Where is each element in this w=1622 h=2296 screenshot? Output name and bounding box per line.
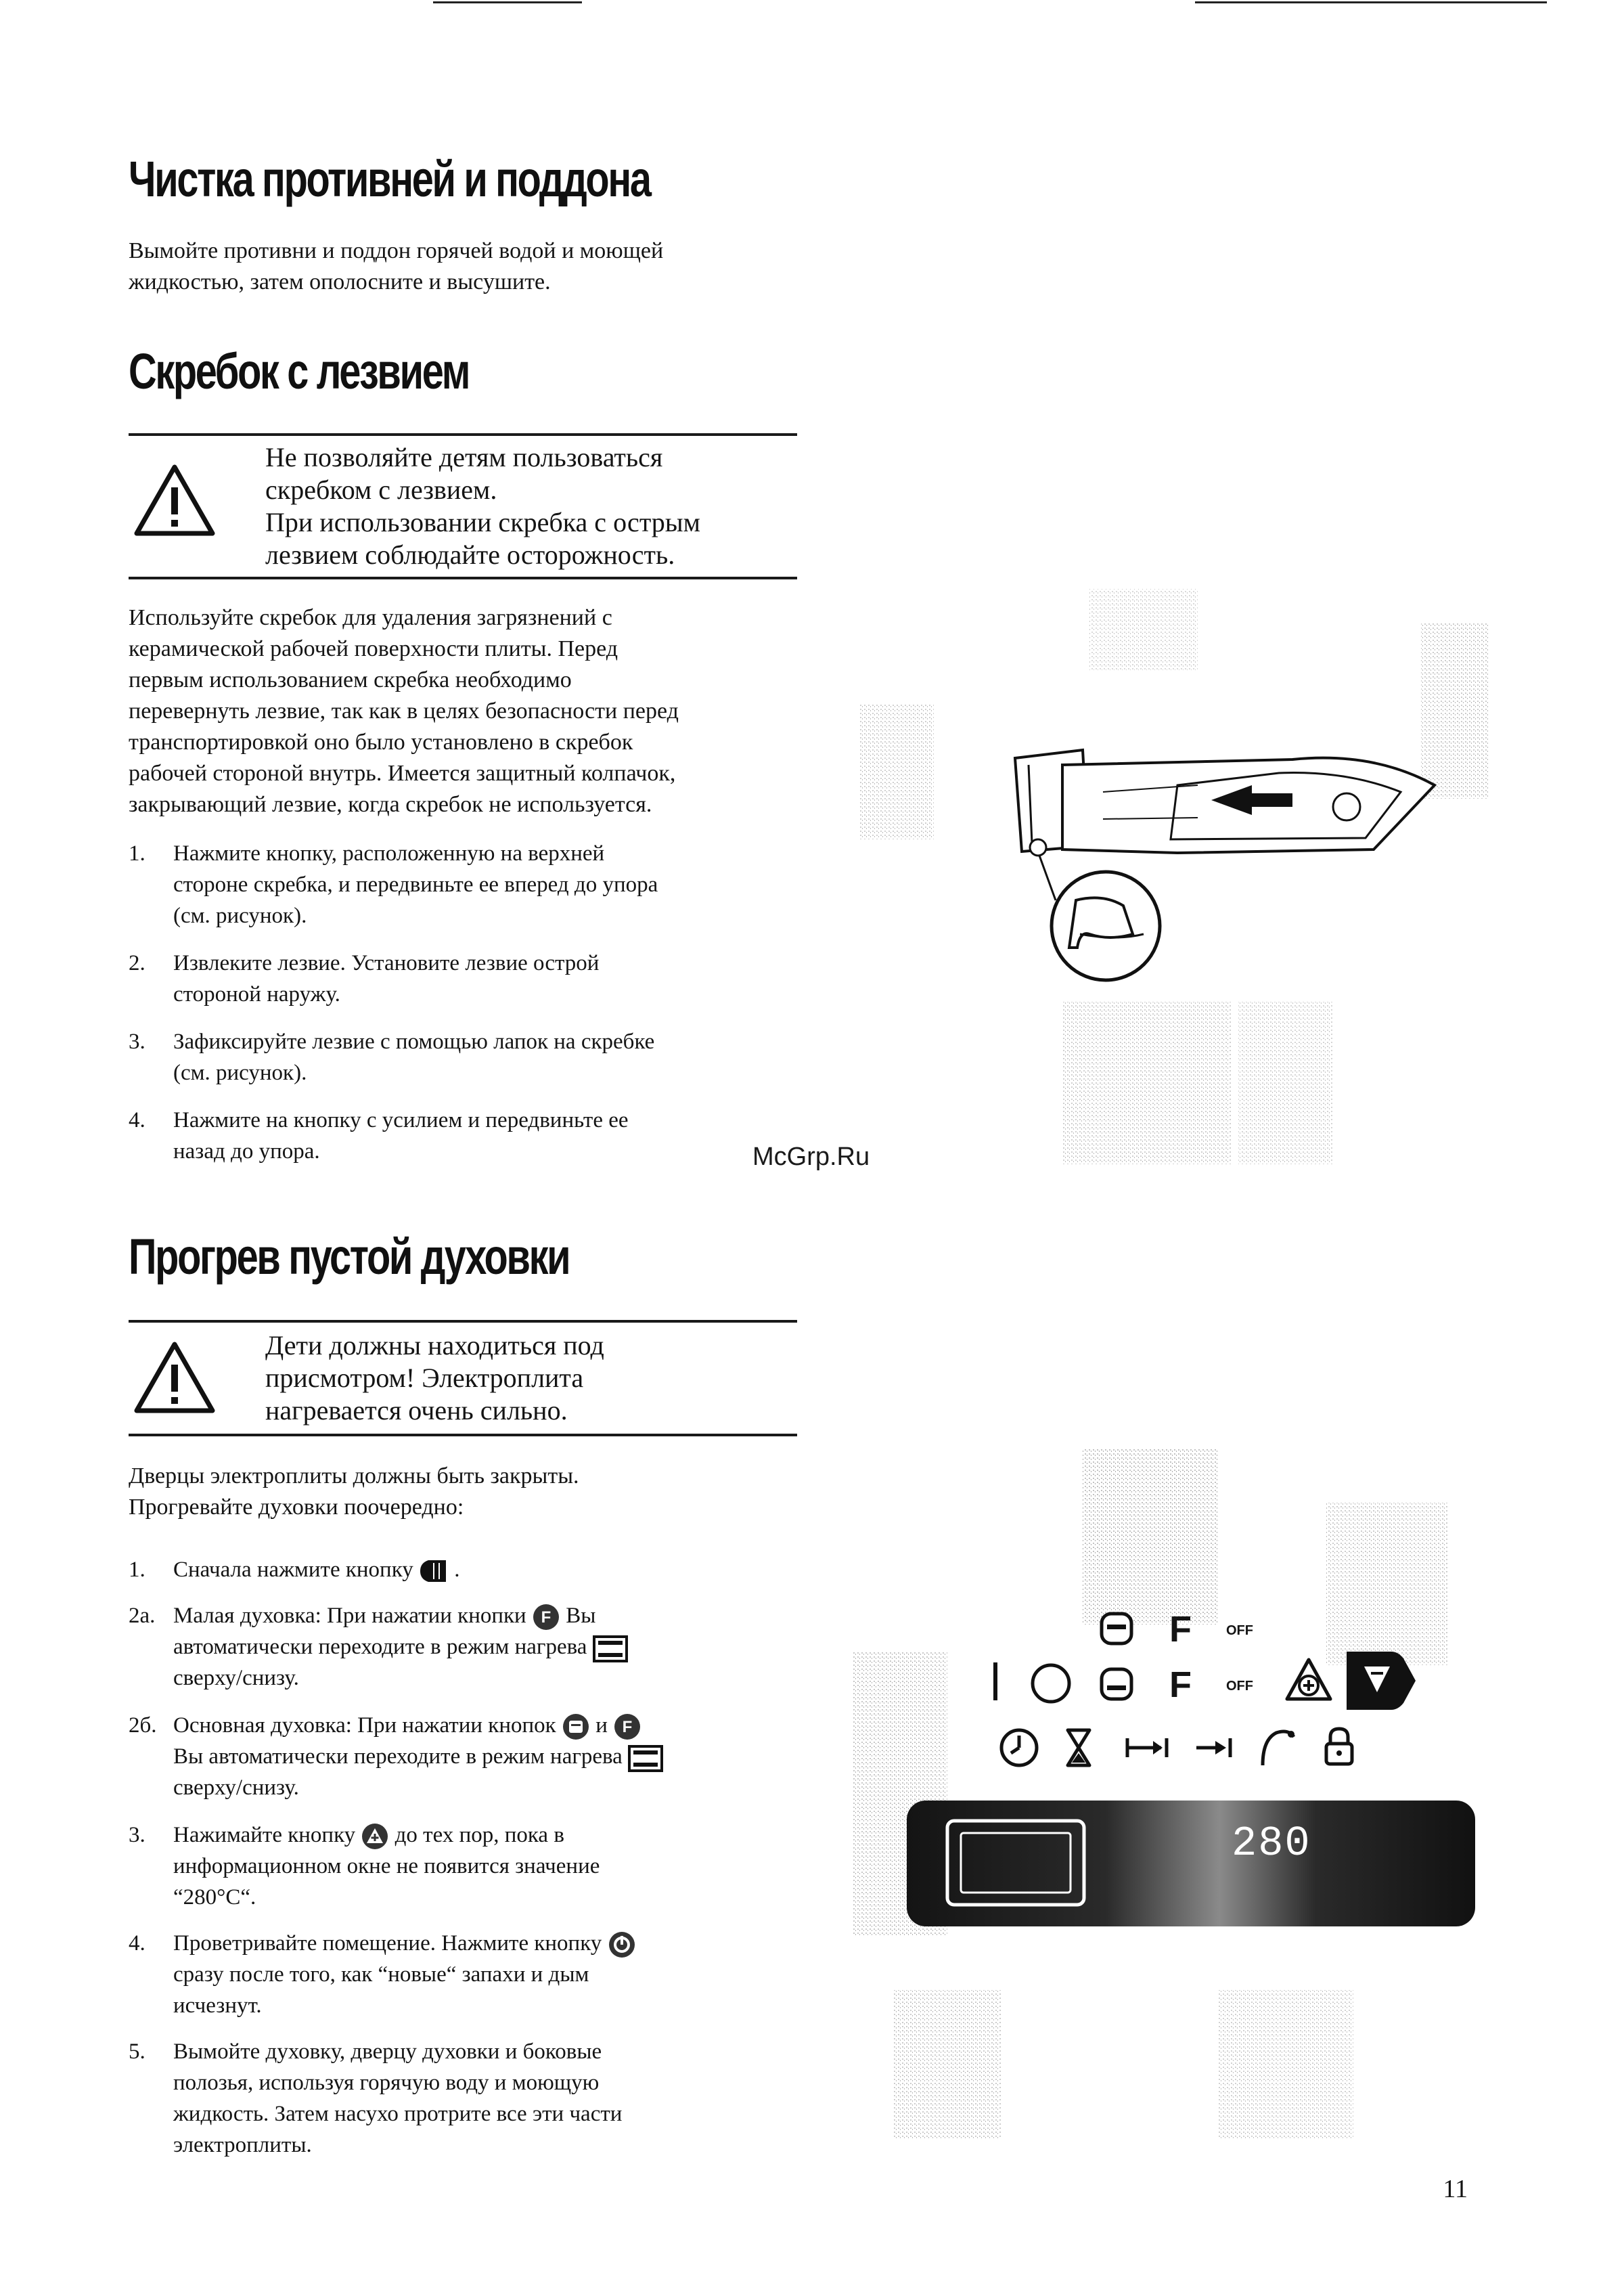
text-line: лезвием соблюдайте осторожность. xyxy=(265,539,675,570)
warning-bottom-rule xyxy=(129,577,797,579)
function-f-button-icon xyxy=(613,1713,641,1741)
text-line: сразу после того, как “новые“ запахи и дым xyxy=(173,1962,589,1987)
text-line: Нажмите кнопку, расположенную на верхней xyxy=(173,841,605,866)
text-line: транспортировкой оно было установлено в скребок xyxy=(129,730,633,755)
text-line: При использовании скребка с острым xyxy=(265,507,700,537)
section-title-empty-oven-heating: Прогрев пустой духовки xyxy=(129,1229,570,1285)
svg-text:F: F xyxy=(541,1608,551,1627)
warning-triangle-icon xyxy=(133,1340,217,1415)
text-line: перевернуть лезвие, так как в целях безопасности перед xyxy=(129,699,679,724)
svg-text:F: F xyxy=(622,1718,633,1737)
text-line: стороной наружу. xyxy=(173,982,340,1007)
text-line: закрывающий лезвие, когда скребок не используется. xyxy=(129,792,652,817)
text-line: Вымойте противни и поддон горячей водой и моющей xyxy=(129,238,664,263)
text-line: Малая духовка: При нажатии кнопки xyxy=(173,1604,526,1628)
text-line: до тех пор, пока в xyxy=(395,1823,564,1847)
scraper-illustration xyxy=(859,582,1495,1178)
step-number: 2а. xyxy=(129,1604,156,1628)
text-line: . xyxy=(454,1558,460,1582)
text-line: Нажимайте кнопку xyxy=(173,1823,356,1847)
text-line: жидкостью, затем ополосните и высушите. xyxy=(129,269,551,294)
text-line: Сначала нажмите кнопку xyxy=(173,1558,413,1582)
scraper-warning-text xyxy=(265,441,700,571)
text-line: Зафиксируйте лезвие с помощью лапок на скребке xyxy=(173,1030,655,1054)
text-line: электроплиты. xyxy=(173,2133,312,2157)
text-line: Прогревайте духовки поочередно: xyxy=(129,1495,464,1520)
text-line: Извлеките лезвие. Установите лезвие острой xyxy=(173,951,600,975)
warning-bottom-rule xyxy=(129,1434,797,1436)
text-line: исчезнут. xyxy=(173,1993,262,2018)
text-line: полозья, используя горячую воду и моющую xyxy=(173,2071,600,2095)
text-line: сверху/снизу. xyxy=(173,1666,299,1691)
text-line: Не позволяйте детям пользоваться xyxy=(265,442,663,472)
step-number: 5. xyxy=(129,2039,145,2064)
warning-triangle-icon xyxy=(133,463,217,537)
panel-background-texture xyxy=(853,1449,1475,2152)
text-line: Вы xyxy=(566,1604,596,1628)
warning-top-rule xyxy=(129,1320,797,1323)
main-oven-button-icon xyxy=(562,1713,590,1741)
text-line: сверху/снизу. xyxy=(173,1775,299,1801)
text-line: (см. рисунок). xyxy=(173,1061,307,1085)
text-line: первым использованием скребка необходимо xyxy=(129,667,572,692)
watermark: McGrp.Ru xyxy=(752,1143,870,1171)
step-number: 4. xyxy=(129,1931,145,1956)
section1-text xyxy=(129,236,663,298)
step-number: 2. xyxy=(129,951,145,975)
text-line: Проветривайте помещение. Нажмите кнопку xyxy=(173,1931,602,1956)
text-line: керамической рабочей поверхности плиты. Перед xyxy=(129,636,618,661)
temperature-display: 280 xyxy=(1232,1819,1311,1868)
power-circle-icon[interactable] xyxy=(1030,1662,1072,1704)
increase-button-icon[interactable] xyxy=(1283,1656,1334,1704)
meat-probe-icon[interactable] xyxy=(1256,1726,1297,1768)
function-f-button-icon xyxy=(532,1603,560,1631)
step-number: 2б. xyxy=(129,1713,157,1738)
warning-top-rule xyxy=(129,433,797,436)
increase-button-icon xyxy=(361,1822,389,1851)
oven-off-button-icon xyxy=(608,1930,636,1959)
top-bottom-heat-icon xyxy=(628,1745,663,1772)
text-line: скребком с лезвием. xyxy=(265,474,497,505)
step-number: 4. xyxy=(129,1108,145,1132)
oven-on-button-icon xyxy=(419,1559,449,1583)
text-line: рабочей стороной внутрь. Имеется защитный колпачок, xyxy=(129,761,676,786)
section-title-scraper: Скребок с лезвием xyxy=(129,343,470,399)
decrease-button-icon[interactable] xyxy=(1344,1649,1418,1713)
oven-warning-text xyxy=(265,1329,604,1427)
text-line: жидкость. Затем насухо протрите все эти части xyxy=(173,2102,623,2126)
text-line: Вы автоматически переходите в режим нагрева xyxy=(173,1744,623,1769)
off-label[interactable]: OFF xyxy=(1226,1623,1253,1638)
child-lock-icon[interactable] xyxy=(1322,1726,1356,1767)
text-line: стороне скребка, и передвиньте ее вперед до упора xyxy=(173,873,658,897)
scraper-intro xyxy=(129,602,679,820)
duration-icon[interactable] xyxy=(1123,1733,1171,1763)
text-line: Основная духовка: При нажатии кнопок xyxy=(173,1713,556,1738)
text-line: назад до упора. xyxy=(173,1139,320,1164)
text-line: автоматически переходите в режим нагрева xyxy=(173,1635,587,1660)
function-f-label[interactable]: F xyxy=(1169,1609,1192,1650)
off-label[interactable]: OFF xyxy=(1226,1679,1253,1694)
text-line: Вымойте духовку, дверцу духовки и боковые xyxy=(173,2039,602,2064)
scan-edge-line xyxy=(1195,1,1547,3)
oven-intro xyxy=(129,1461,579,1523)
section-title-cleaning-trays: Чистка противней и поддона xyxy=(129,151,650,207)
step-number: 3. xyxy=(129,1030,145,1054)
hourglass-icon[interactable] xyxy=(1064,1727,1094,1768)
function-f-label[interactable]: F xyxy=(1169,1664,1192,1705)
text-line: Используйте скребок для удаления загрязнений с xyxy=(129,605,612,630)
text-line: присмотром! Электроплита xyxy=(265,1363,584,1393)
text-line: информационном окне не появится значение xyxy=(173,1854,600,1879)
top-bottom-heat-icon xyxy=(593,1635,628,1662)
clock-icon[interactable] xyxy=(999,1727,1039,1768)
end-time-icon[interactable] xyxy=(1194,1733,1234,1763)
text-line: Дети должны находиться под xyxy=(265,1330,604,1361)
top-oven-select-icon[interactable] xyxy=(1099,1611,1134,1646)
step-number: 3. xyxy=(129,1823,145,1847)
text-line: нагревается очень сильно. xyxy=(265,1395,568,1426)
main-oven-select-icon[interactable] xyxy=(1099,1666,1134,1702)
power-bar-icon[interactable] xyxy=(993,1662,997,1700)
scan-edge-line xyxy=(433,1,582,3)
text-line: (см. рисунок). xyxy=(173,904,307,928)
control-panel-illustration xyxy=(853,1449,1475,2152)
text-line: Дверцы электроплиты должны быть закрыты. xyxy=(129,1463,579,1488)
text-line: Нажмите на кнопку с усилием и передвиньте ее xyxy=(173,1108,629,1132)
step-number: 1. xyxy=(129,841,145,866)
step-number: 1. xyxy=(129,1558,145,1582)
text-line: и xyxy=(595,1713,608,1738)
page-number: 11 xyxy=(1443,2175,1468,2203)
text-line: “280°C“. xyxy=(173,1885,256,1910)
